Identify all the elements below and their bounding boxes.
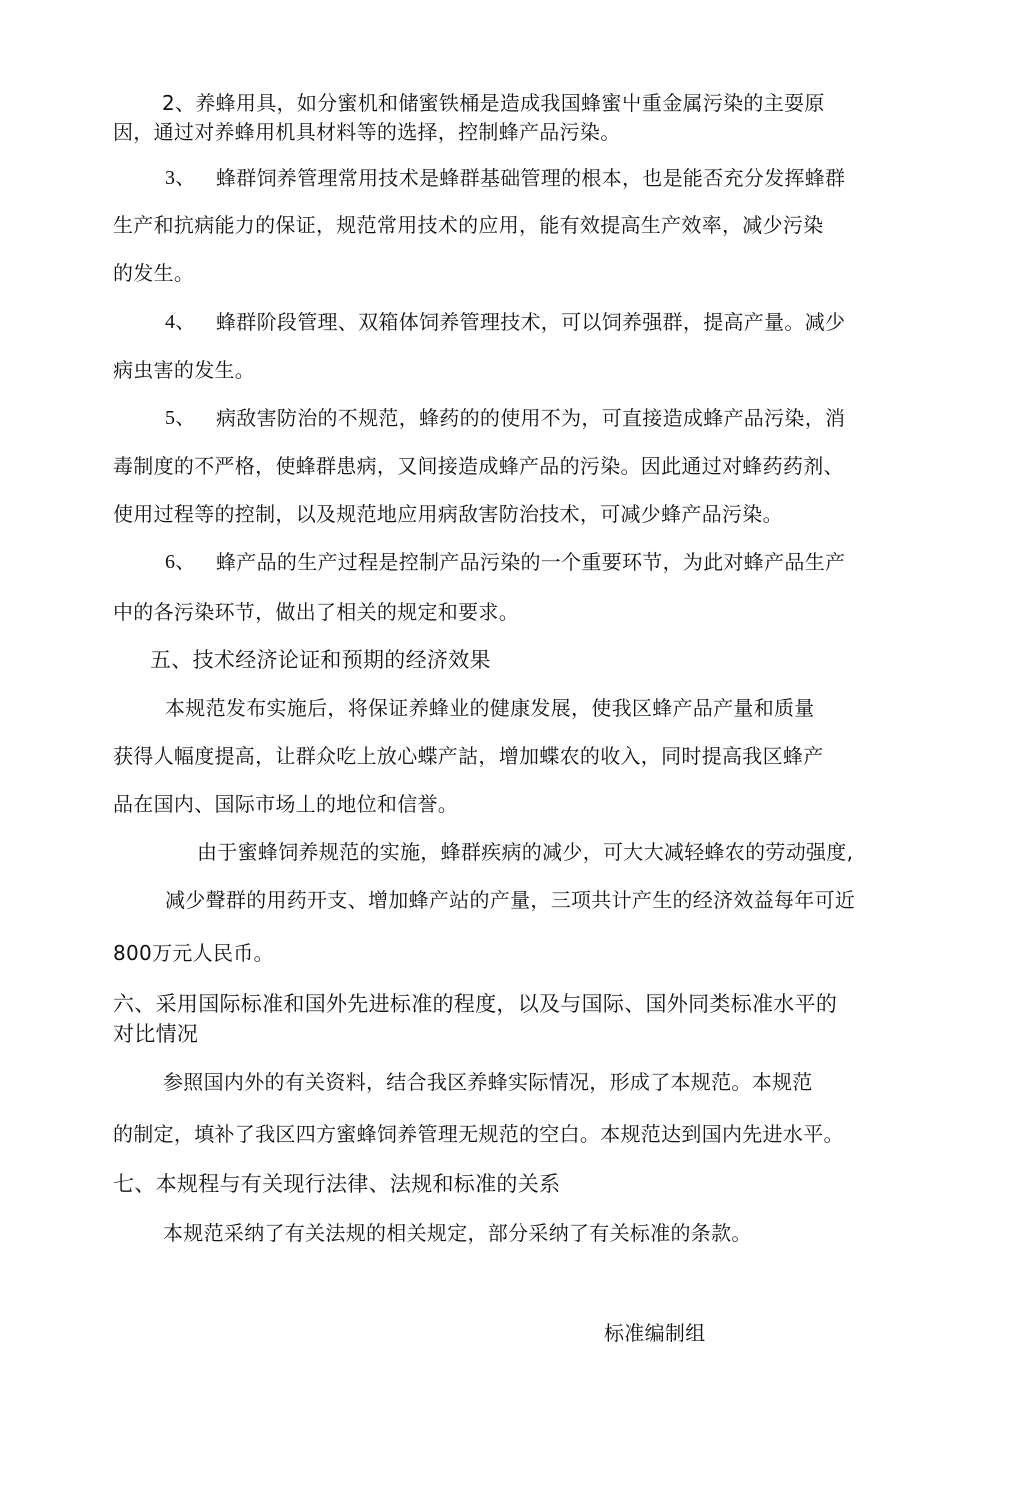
item6-line2: 中的各污染环节，做出了相关的规定和要求。 xyxy=(113,600,519,624)
section5-p2-line2: 减少聲群的用药开支、增加蜂产站的产量，三项共计产生的经济效益每年可近 xyxy=(165,888,856,912)
item4-line1: 蜂群阶段管理、双箱体饲养管理技术，可以饲养强群，提高产量。减少 xyxy=(216,310,846,334)
item2-line2: 因，通过对养蜂用机具材料等的选择，控制蜂产品污染。 xyxy=(113,120,621,144)
section6-p-line1: 参照国内外的有关资料，结合我区养蜂实际情况，形成了本规范。本规范 xyxy=(163,1070,813,1094)
item6-line1: 蜂产品的生产过程是控制产品污染的一个重要环节，为此对蜂产品生产 xyxy=(216,550,846,574)
section6-title-line1: 六、采用国际标准和国外先进标准的程度，以及与国际、国外同类标准水平的 xyxy=(113,992,838,1016)
section5-p2-line3: 800万元人民币。 xyxy=(113,941,274,965)
item4-number: 4、 xyxy=(165,311,196,333)
item3-line2: 生产和抗病能力的保证，规范常用技术的应用，能有效提高生产效率，减少污染 xyxy=(113,213,824,237)
item5-number: 5、 xyxy=(165,407,196,429)
item3-line3: 的发生。 xyxy=(113,261,195,285)
section5-p2-line1: 由于蜜蜂饲养规范的实施，蜂群疾病的减少，可大大减轻蜂农的劳动强度, xyxy=(197,840,854,864)
section7-title: 七、本规程与有关现行法律、法规和标准的关系 xyxy=(113,1172,561,1196)
item4-line2: 病虫害的发生。 xyxy=(113,358,256,382)
item5-line1: 病敌害防治的不规范，蜂药的的使用不为，可直接造成蜂产品污染，消 xyxy=(216,406,846,430)
section5-p1-line1: 本规范发布实施后，将保证养蜂业的健康发展，使我区蜂产品产量和质量 xyxy=(165,696,815,720)
section5-p1-line2: 获得人幅度提高，让群众吃上放心蝶产詁，增加蝶农的收入，同时提高我区蜂产 xyxy=(113,744,824,768)
item2-line1: 2、养蜂用具，如分蜜机和储蜜铁桶是造成我国蜂蜜屮重金属污染的主耍原 xyxy=(162,91,825,115)
item5-line3: 使用过程等的控制，以及规范地应用病敌害防治技术，可减少蜂产品污染。 xyxy=(113,502,783,526)
section6-title-line2: 对比情况 xyxy=(113,1022,199,1046)
item6-number: 6、 xyxy=(165,551,196,573)
item5-line2: 毒制度的不严格，使蜂群患病，又间接造成蜂产品的污染。因此通过对蜂药药剂、 xyxy=(113,454,844,478)
item3-number: 3、 xyxy=(165,167,196,189)
section6-p-line2: 的制定，填补了我区四方蜜蜂饲养管理无规范的空白。本规范达到国内先进水平。 xyxy=(113,1122,844,1146)
signature: 标准编制组 xyxy=(604,1321,706,1345)
item3-line1: 蜂群饲养管理常用技术是蜂群基础管理的根本，也是能否充分发挥蜂群 xyxy=(216,166,846,190)
section5-title: 五、技术经济论证和预期的经济效果 xyxy=(150,648,491,672)
section5-p1-line3: 品在国内、国际市场丄的地位和信誉。 xyxy=(113,792,459,816)
section7-p-line1: 本规范采纳了有关法规的相关规定，部分采纳了有关标准的条款。 xyxy=(163,1221,752,1245)
